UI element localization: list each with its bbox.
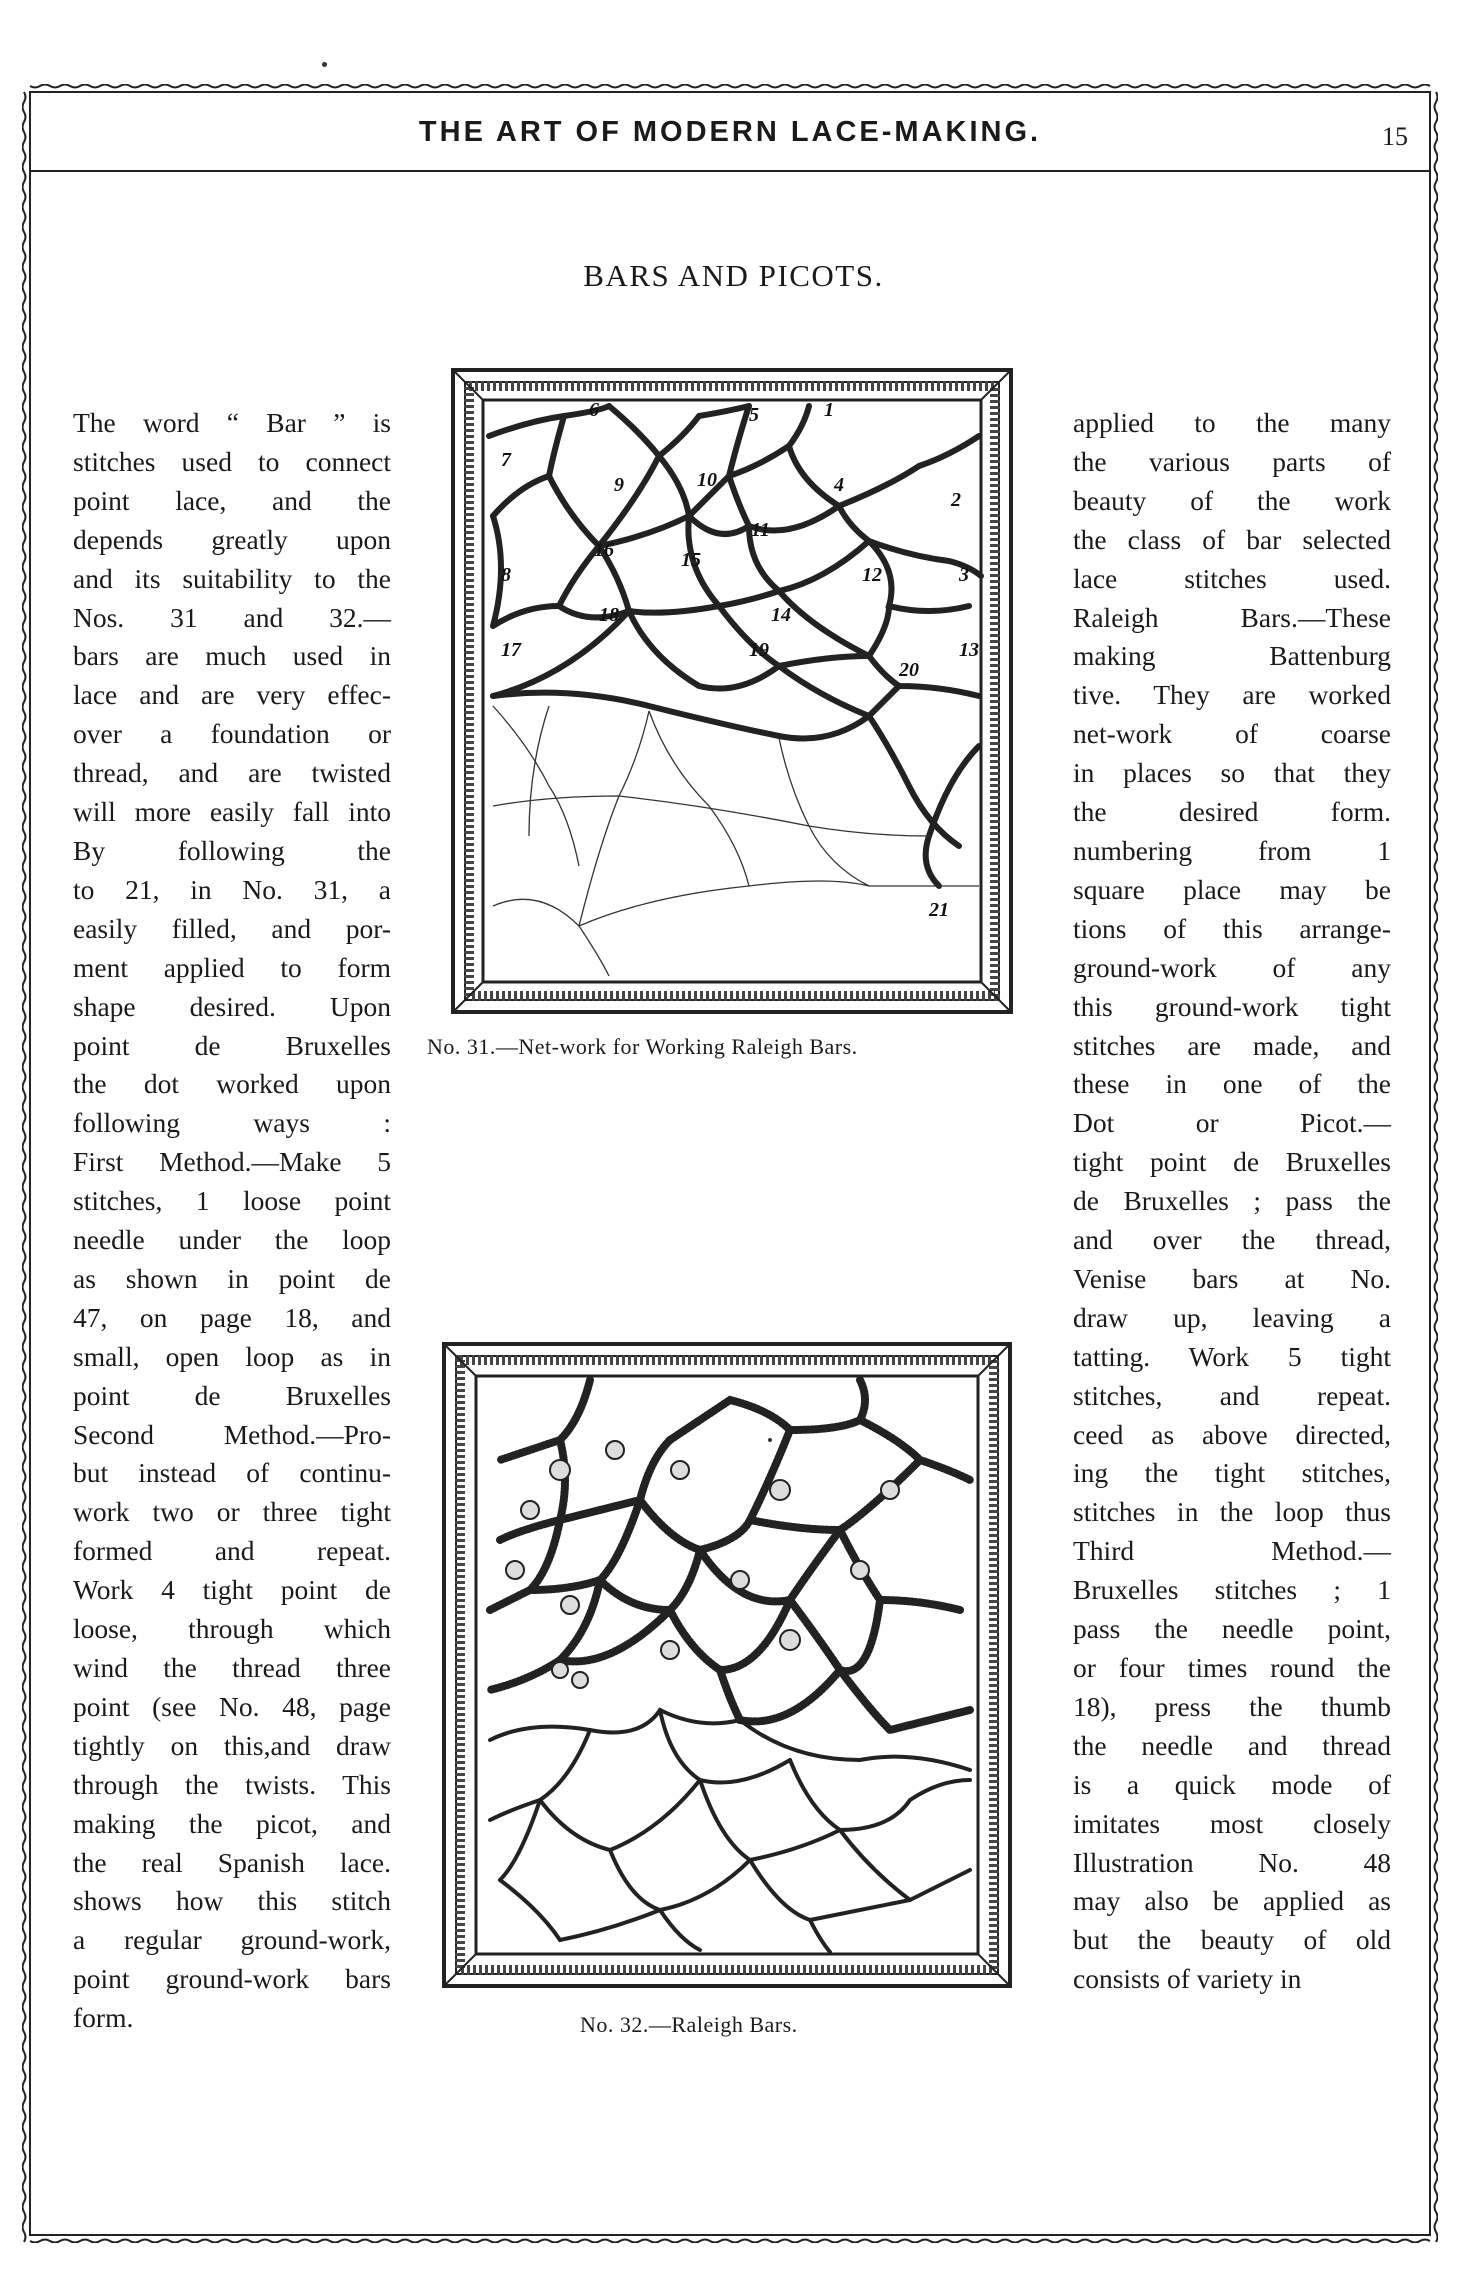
text-line: de Bruxelles ; pass the — [1073, 1185, 1391, 1217]
text-line: making the picot, and — [73, 1807, 391, 1839]
figure-32-raleigh-bars — [440, 1340, 1014, 1990]
diagram-label: 14 — [771, 604, 791, 626]
text-line: Second Method.—Pro- — [73, 1418, 391, 1450]
diagram-label: 18 — [599, 604, 619, 626]
text-line: shape desired. Upon — [73, 990, 391, 1022]
text-line: pass the needle point, — [1073, 1613, 1391, 1645]
diagram-label: 19 — [749, 639, 769, 661]
section-heading: BARS AND PICOTS. — [583, 258, 884, 293]
text-line: formed and repeat. — [73, 1535, 391, 1567]
diagram-label: 3 — [959, 564, 969, 586]
text-line: depends greatly upon — [73, 523, 391, 555]
text-line: point de Bruxelles — [73, 1379, 391, 1411]
text-line: ment applied to form — [73, 951, 391, 983]
text-line: tatting. Work 5 tight — [1073, 1340, 1391, 1372]
text-line: beauty of the work — [1073, 484, 1391, 516]
text-line: point lace, and the — [73, 484, 391, 516]
text-line: Illustration No. 48 — [1073, 1846, 1391, 1878]
text-line: tightly on this,and draw — [73, 1729, 391, 1761]
text-line: stitches used to connect — [73, 445, 391, 477]
stray-mark — [322, 62, 327, 67]
text-line: Third Method.— — [1073, 1535, 1391, 1567]
text-line: following ways : — [73, 1107, 391, 1139]
text-line: Nos. 31 and 32.— — [73, 601, 391, 633]
diagram-label: 7 — [501, 449, 511, 471]
text-line: tight point de Bruxelles — [1073, 1146, 1391, 1178]
diagram-label: 9 — [614, 474, 624, 496]
text-line: consists of variety in — [1073, 1963, 1302, 1995]
text-line: applied to the many — [1073, 407, 1391, 438]
text-line: the real Spanish lace. — [73, 1846, 391, 1878]
diagram-label: 8 — [501, 564, 511, 586]
diagram-label: 16 — [594, 539, 614, 561]
text-line: point ground-work bars — [73, 1963, 391, 1995]
text-line: First Method.—Make 5 — [73, 1146, 391, 1178]
text-line: and over the thread, — [1073, 1224, 1391, 1256]
text-line: a regular ground-work, — [73, 1924, 391, 1956]
text-line: this ground-work tight — [1073, 990, 1391, 1022]
text-line: lace and are very effec- — [73, 679, 391, 711]
text-line: stitches are made, and — [1073, 1029, 1391, 1061]
text-line: the dot worked upon — [73, 1068, 391, 1100]
diagram-label: 13 — [959, 639, 979, 661]
figure-31-caption: No. 31.—Net-work for Working Raleigh Bars. — [427, 1034, 858, 1059]
text-line: The word “ Bar ” is — [73, 407, 391, 438]
text-line: Bruxelles stitches ; 1 — [1073, 1574, 1391, 1606]
text-line: stitches, and repeat. — [1073, 1379, 1391, 1411]
diagram-label: 17 — [501, 639, 521, 661]
text-line: or four times round the — [1073, 1652, 1391, 1683]
text-line: ceed as above directed, — [1073, 1418, 1391, 1450]
text-line: stitches, 1 loose point — [73, 1185, 391, 1217]
text-line: Raleigh Bars.—These — [1073, 601, 1391, 633]
left-text-column — [73, 404, 391, 2038]
text-line: stitches in the loop thus — [1073, 1496, 1391, 1528]
text-line: but the beauty of old — [1073, 1924, 1391, 1956]
diagram-label: 21 — [929, 899, 949, 921]
text-line: ground-work of any — [1073, 951, 1391, 983]
diagram-label: 4 — [834, 474, 844, 496]
text-line: making Battenburg — [1073, 640, 1391, 672]
page-number: 15 — [1382, 122, 1408, 151]
text-line: will more easily fall into — [73, 796, 391, 828]
text-line: and its suitability to the — [73, 562, 391, 594]
text-line: draw up, leaving a — [1073, 1301, 1391, 1333]
text-line: to 21, in No. 31, a — [73, 873, 391, 905]
diagram-label: 6 — [589, 399, 599, 421]
text-line: 47, on page 18, and — [73, 1301, 391, 1333]
text-line: work two or three tight — [73, 1496, 391, 1528]
text-line: tions of this arrange- — [1073, 912, 1391, 944]
text-line: Venise bars at No. — [1073, 1262, 1391, 1294]
running-title: THE ART OF MODERN LACE-MAKING. — [418, 116, 1042, 148]
text-line: net-work of coarse — [1073, 718, 1391, 750]
diagram-label: 15 — [681, 549, 701, 571]
text-line: 18), press the thumb — [1073, 1690, 1391, 1722]
text-line: is a quick mode of — [1073, 1768, 1391, 1800]
text-line: in places so that they — [1073, 757, 1391, 789]
text-line: point (see No. 48, page — [73, 1690, 391, 1722]
text-line: loose, through which — [73, 1613, 391, 1645]
diagram-label: 12 — [862, 564, 882, 586]
text-line: form. — [73, 2002, 134, 2034]
diagram-label: 5 — [749, 404, 759, 426]
text-line: but instead of continu- — [73, 1457, 391, 1489]
text-line: small, open loop as in — [73, 1340, 391, 1372]
text-line: tive. They are worked — [1073, 679, 1391, 711]
running-header — [30, 112, 1430, 172]
diagram-label: 20 — [899, 659, 919, 681]
text-line: through the twists. This — [73, 1768, 391, 1800]
text-line: thread, and are twisted — [73, 757, 391, 789]
text-line: these in one of the — [1073, 1068, 1391, 1100]
diagram-label: 11 — [751, 519, 770, 541]
text-line: bars are much used in — [73, 640, 391, 672]
diagram-label: 2 — [951, 489, 961, 511]
text-line: shows how this stitch — [73, 1885, 391, 1917]
text-line: ing the tight stitches, — [1073, 1457, 1391, 1489]
figure-31-network-diagram — [449, 366, 1015, 1016]
text-line: Dot or Picot.— — [1073, 1107, 1391, 1139]
text-line: the various parts of — [1073, 445, 1391, 477]
text-line: may also be applied as — [1073, 1885, 1391, 1917]
text-line: wind the thread three — [73, 1652, 391, 1683]
right-text-column — [1073, 404, 1391, 1999]
text-line: imitates most closely — [1073, 1807, 1391, 1839]
text-line: lace stitches used. — [1073, 562, 1391, 594]
text-line: as shown in point de — [73, 1262, 391, 1294]
text-line: square place may be — [1073, 873, 1391, 905]
text-line: Work 4 tight point de — [73, 1574, 391, 1606]
text-line: point de Bruxelles — [73, 1029, 391, 1061]
figure-32-caption: No. 32.—Raleigh Bars. — [580, 2012, 798, 2037]
diagram-label: 10 — [697, 469, 717, 491]
text-line: easily filled, and por- — [73, 912, 391, 944]
text-line: over a foundation or — [73, 718, 391, 750]
text-line: numbering from 1 — [1073, 834, 1391, 866]
text-line: the needle and thread — [1073, 1729, 1391, 1761]
text-line: the desired form. — [1073, 796, 1391, 828]
text-line: needle under the loop — [73, 1224, 391, 1256]
text-line: the class of bar selected — [1073, 523, 1391, 555]
diagram-label: 1 — [824, 399, 834, 421]
text-line: By following the — [73, 834, 391, 866]
